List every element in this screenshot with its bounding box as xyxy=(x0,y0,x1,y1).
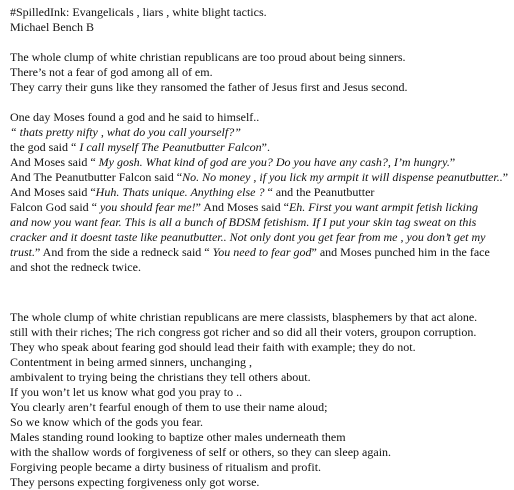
text-line: Forgiving people became a dirty business of ritualism and profit. xyxy=(10,460,322,474)
text-line xyxy=(10,245,510,260)
italic-quote: You need to fear god xyxy=(212,245,312,259)
text-line: The whole clump of white christian republicans are too proud about being sinners. xyxy=(10,50,406,64)
text-segment: “ and the Peanutbutter xyxy=(264,185,375,199)
text-segment: ” xyxy=(449,155,456,169)
italic-quote: Huh. Thats unique. Anything else ? xyxy=(95,185,265,199)
text-line: You clearly aren’t fearful enough of them to use their name aloud; xyxy=(10,400,328,414)
document-title: #SpilledInk: Evangelicals , liars , white blight tactics. xyxy=(10,5,267,19)
stanza-3 xyxy=(10,310,510,490)
text-segment: ” xyxy=(502,170,509,184)
text-line xyxy=(10,140,510,155)
stanza-1 xyxy=(10,50,510,95)
spacer xyxy=(10,290,510,310)
spacer xyxy=(10,95,510,110)
text-line: They carry their guns like they ransomed the father of Jesus first and Jesus second. xyxy=(10,80,408,94)
text-line xyxy=(10,230,510,245)
text-line: One day Moses found a god and he said to himself.. xyxy=(10,110,260,124)
text-line: The whole clump of white christian republicans are mere classists, blasphemers by that act alone. xyxy=(10,310,478,324)
text-line: ambivalent to trying being the christians they tell others about. xyxy=(10,370,311,384)
story-stanza xyxy=(10,110,510,275)
text-line: They who speak about fearing god should lead their faith with example; they do not. xyxy=(10,340,416,354)
italic-quote: Eh. First you want armpit fetish licking xyxy=(288,200,478,214)
text-line: and shot the redneck twice. xyxy=(10,260,141,274)
spacer xyxy=(10,275,510,290)
text-line xyxy=(10,170,510,185)
text-segment: ” And from the side a redneck said “ xyxy=(35,245,213,259)
italic-quote: cracker and it doesnt taste like peanutbutter.. Not only dont you get fear from me , you don’t get my xyxy=(10,230,486,244)
text-line: There’s not a fear of god among all of em. xyxy=(10,65,213,79)
text-line: with the shallow words of forgiveness of self or others, so they can sleep again. xyxy=(10,445,392,459)
text-line xyxy=(10,215,510,230)
text-segment: And Moses said “ xyxy=(10,155,99,169)
text-line: Males standing round looking to baptize other males underneath them xyxy=(10,430,346,444)
text-line: still with their riches; The rich congress got richer and so did all their voters, groupon corruption. xyxy=(10,325,477,339)
document-header xyxy=(10,5,510,35)
text-segment: ”. xyxy=(261,140,270,154)
italic-quote: My gosh. What kind of god are you? Do you have any cash?, I’m hungry. xyxy=(98,155,450,169)
italic-quote: you should fear me! xyxy=(99,200,196,214)
italic-quote: and now you want fear. This is all a bunch of BDSM fetishism. If I put your skin tag sweat on this xyxy=(10,215,477,229)
text-segment: ” and Moses punched him in the face xyxy=(311,245,490,259)
text-segment: ” And Moses said “ xyxy=(195,200,289,214)
text-segment: the god said “ xyxy=(10,140,80,154)
italic-quote: “ thats pretty nifty , what do you call yourself?” xyxy=(10,125,241,139)
text-line: So we know which of the gods you fear. xyxy=(10,415,203,429)
italic-quote: trust. xyxy=(10,245,36,259)
text-line xyxy=(10,155,510,170)
text-segment: Falcon God said “ xyxy=(10,200,100,214)
text-line xyxy=(10,200,510,215)
spacer xyxy=(10,35,510,50)
text-line: They persons expecting forgiveness only got worse. xyxy=(10,475,260,489)
author-name: Michael Bench B xyxy=(10,20,94,34)
text-segment: And The Peanutbutter Falcon said “ xyxy=(10,170,183,184)
text-line xyxy=(10,185,510,200)
italic-quote: I call myself The Peanutbutter Falcon xyxy=(79,140,262,154)
italic-quote: No. No money , if you lick my armpit it will dispense peanutbutter.. xyxy=(182,170,503,184)
text-line: If you won’t let us know what god you pray to .. xyxy=(10,385,243,399)
document-page xyxy=(10,5,510,490)
text-segment: And Moses said “ xyxy=(10,185,96,199)
text-line: Contentment in being armed sinners, unchanging , xyxy=(10,355,252,369)
text-line xyxy=(10,125,510,140)
